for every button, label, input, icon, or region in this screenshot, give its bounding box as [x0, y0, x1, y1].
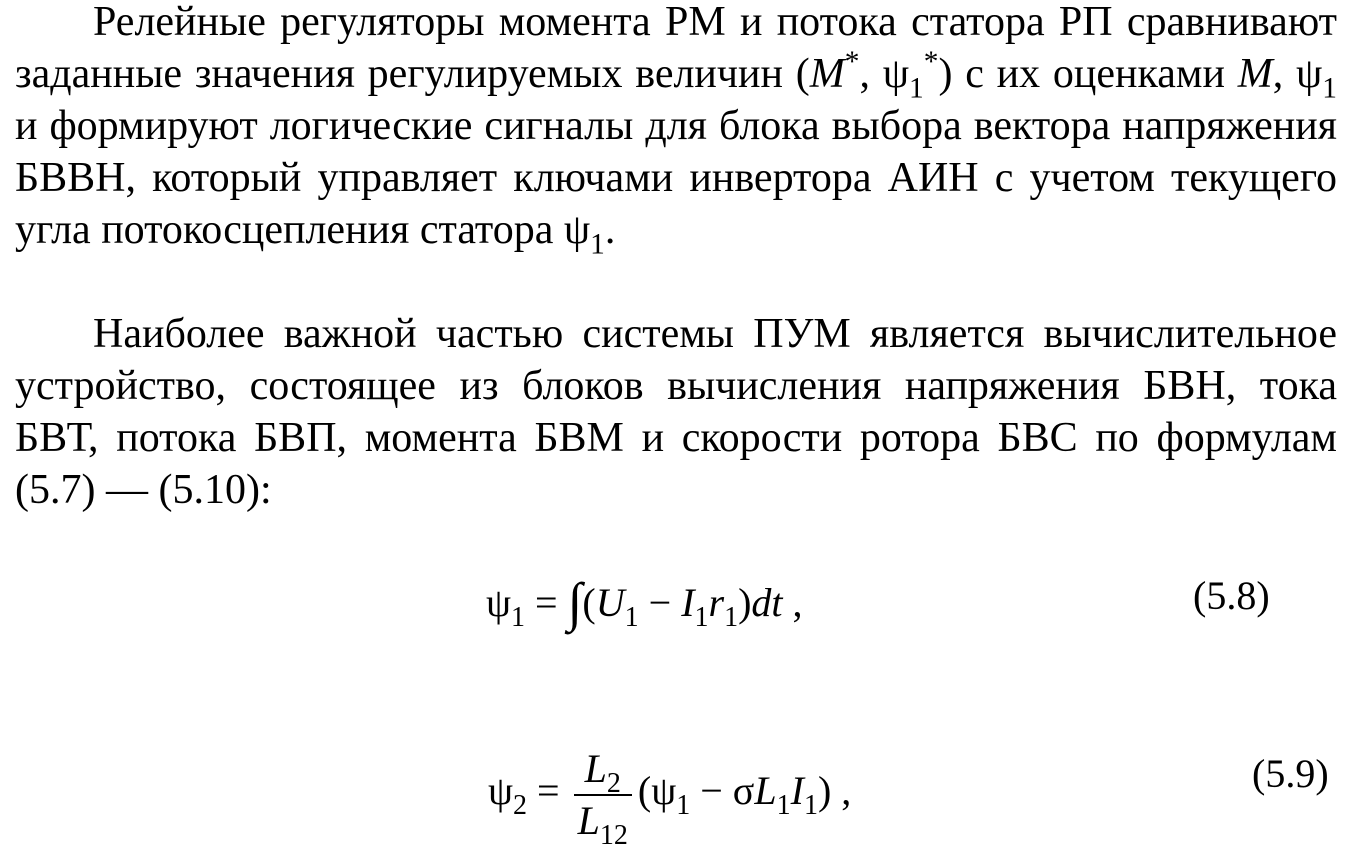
paragraph-text: ,	[1272, 51, 1296, 97]
symbol-l: L	[584, 746, 607, 791]
paragraph-text: Наиболее важной частью системы ПУМ является вычислительное устройство, состоящее из блоков вычисления напряжения БВН, тока БВТ, потока БВП, момента БВМ и скорости ротора БВС по формулам (5.7) — (5.10):	[15, 311, 1337, 513]
symbol-l: L	[577, 798, 600, 843]
equals-sign: =	[525, 580, 568, 625]
paren-open: (	[582, 580, 596, 625]
integral-sign: ∫	[567, 572, 583, 632]
subscript: 1	[511, 601, 526, 633]
formula-5-9	[488, 744, 852, 851]
fraction-numerator	[574, 744, 632, 799]
symbol-u: U	[595, 580, 625, 625]
symbol-i: I	[790, 768, 804, 814]
subscript: 2	[513, 789, 528, 821]
symbol-i: I	[681, 580, 695, 625]
paren-close: )	[817, 768, 832, 814]
subscript: 12	[599, 819, 628, 851]
fraction	[574, 744, 632, 851]
symbol-psi: ψ	[651, 768, 677, 814]
paragraph-relay-regulators	[15, 0, 1337, 261]
subscript: 1	[694, 601, 709, 633]
symbol-l: L	[754, 768, 777, 814]
symbol-m: M	[1237, 51, 1273, 97]
subscript: 1	[624, 601, 639, 633]
subscript: 1	[909, 72, 924, 105]
equation-number-5-8: (5.8)	[1193, 573, 1270, 618]
superscript-star: *	[844, 45, 860, 78]
paragraph-text: ) с их оценками	[938, 51, 1238, 97]
equation-number-5-9: (5.9)	[1252, 751, 1329, 796]
symbol-m: M	[809, 51, 845, 97]
subscript: 1	[776, 789, 791, 821]
symbol-psi: ψ	[882, 51, 910, 97]
fraction-denominator	[574, 796, 632, 851]
trailing-comma: ,	[831, 768, 852, 814]
subscript: 2	[606, 767, 621, 799]
superscript-star: *	[923, 45, 939, 78]
subscript: 1	[724, 601, 739, 633]
trailing-comma: ,	[782, 580, 803, 625]
paragraph-text: Релейные регуляторы момента РМ и потока статора РП сравнивают заданные значения регулируемых величин (	[15, 0, 1337, 97]
subscript: 1	[1322, 72, 1337, 105]
symbol-psi: ψ	[486, 580, 512, 625]
formula-5-8	[486, 571, 803, 633]
symbol-dt: dt	[751, 580, 783, 625]
minus-sign: −	[638, 580, 682, 625]
symbol-psi: ψ	[488, 768, 514, 814]
paragraph-text: и формируют логические сигналы для блока выбора вектора напряжения БВВН, который управляет ключами инвертора АИН с учетом текущего угла потокосцепления статора	[15, 103, 1337, 253]
paren-close: )	[738, 580, 752, 625]
paragraph-text: .	[604, 207, 616, 253]
minus-sign: −	[690, 768, 733, 814]
symbol-r: r	[708, 580, 725, 625]
paragraph-computing-device	[15, 308, 1337, 516]
paren-open: (	[637, 768, 652, 814]
paragraph-text: ,	[859, 51, 883, 97]
subscript: 1	[590, 228, 605, 261]
symbol-psi: ψ	[1296, 51, 1323, 97]
subscript: 1	[676, 789, 691, 821]
subscript: 1	[803, 789, 818, 821]
equals-sign: =	[527, 768, 570, 814]
symbol-psi: ψ	[563, 207, 591, 253]
symbol-sigma: σ	[732, 768, 755, 814]
